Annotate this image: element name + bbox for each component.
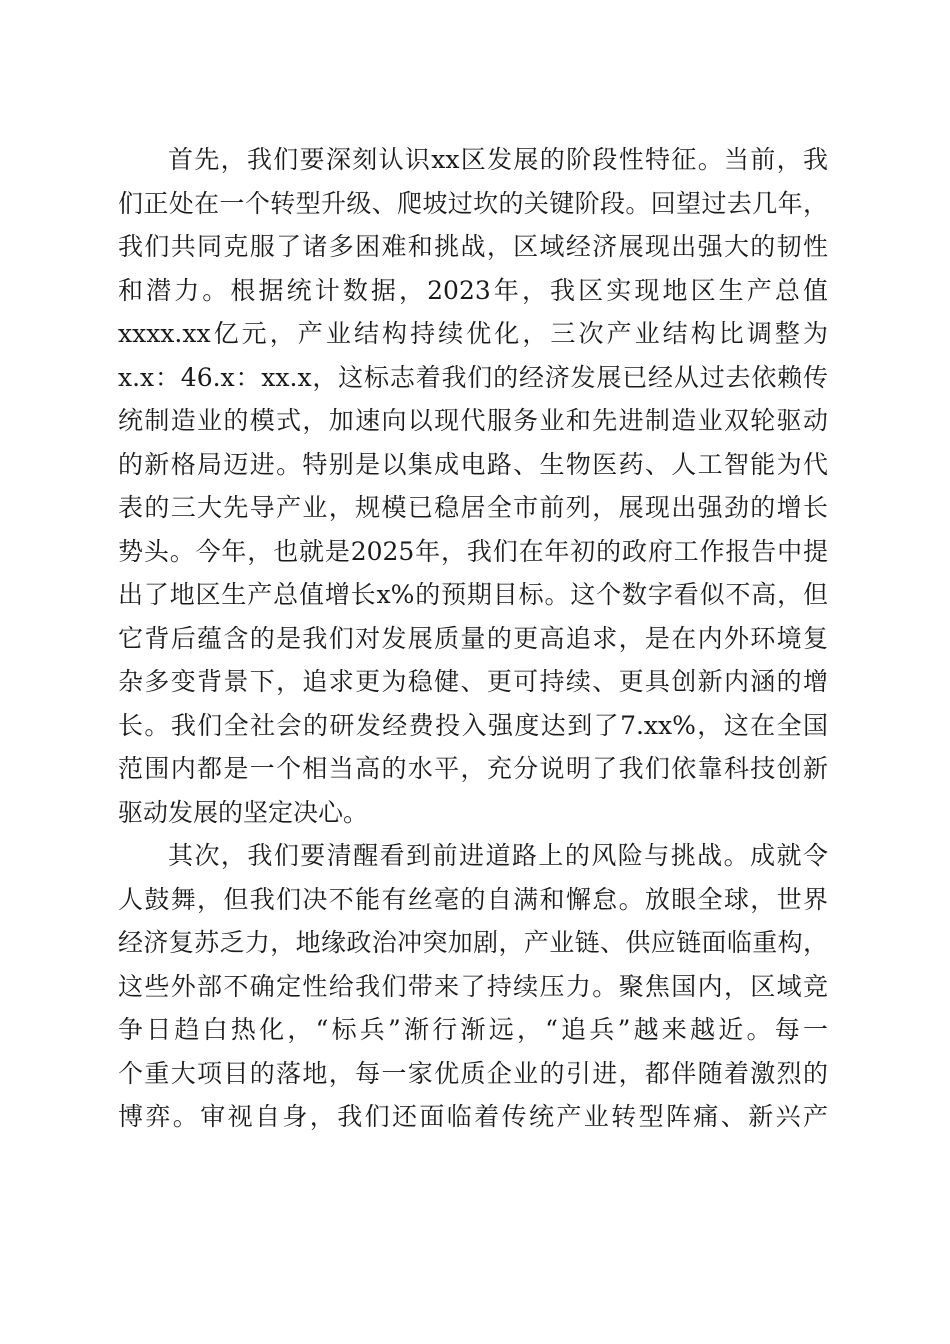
paragraph-line: 杂多变背景下，追求更为稳健、更可持续、更具创新内涵的增: [118, 667, 828, 696]
paragraph-1: [118, 138, 828, 834]
paragraph-line: xxxx.xx亿元，产业结构持续优化，三次产业结构比调整为: [118, 319, 828, 348]
paragraph-2: [118, 834, 828, 1139]
paragraph-line: 们正处在一个转型升级、爬坡过坎的关键阶段。回望过去几年，: [118, 188, 828, 218]
document-body: [118, 138, 828, 1139]
paragraph-line: 个重大项目的落地，每一家优质企业的引进，都伴随着激烈的: [118, 1058, 828, 1088]
paragraph-line: 这些外部不确定性给我们带来了持续压力。聚焦国内，区域竞: [118, 971, 828, 1001]
paragraph-line: 它背后蕴含的是我们对发展质量的更高追求，是在内外环境复: [118, 623, 828, 653]
paragraph-line: 首先，我们要深刻认识xx区发展的阶段性特征。当前，我: [168, 145, 828, 174]
paragraph-line: 争日趋白热化，“标兵”渐行渐远，“追兵”越来越近。每一: [118, 1015, 828, 1044]
paragraph-line: 表的三大先导产业，规模已稳居全市前列，展现出强劲的增长: [118, 493, 828, 522]
paragraph-line: 人鼓舞，但我们决不能有丝毫的自满和懈怠。放眼全球，世界: [118, 884, 828, 914]
paragraph-line: x.x：46.x：xx.x，这标志着我们的经济发展已经从过去依赖传: [118, 362, 828, 392]
paragraph-line: 驱动发展的坚定决心。: [118, 797, 369, 827]
paragraph-line: 博弈。审视自身，我们还面临着传统产业转型阵痛、新兴产: [118, 1102, 828, 1131]
paragraph-line: 的新格局迈进。特别是以集成电路、生物医药、人工智能为代: [118, 449, 828, 479]
paragraph-line: 势头。今年，也就是2025年，我们在年初的政府工作报告中提: [118, 536, 828, 566]
paragraph-line: 经济复苏乏力，地缘政治冲突加剧，产业链、供应链面临重构，: [118, 928, 828, 957]
paragraph-line: 范围内都是一个相当高的水平，充分说明了我们依靠科技创新: [118, 754, 828, 783]
paragraph-line: 其次，我们要清醒看到前进道路上的风险与挑战。成就令: [168, 841, 828, 870]
paragraph-line: 统制造业的模式，加速向以现代服务业和先进制造业双轮驱动: [118, 406, 828, 435]
paragraph-line: 长。我们全社会的研发经费投入强度达到了7.xx%，这在全国: [118, 710, 828, 740]
paragraph-line: 和潜力。根据统计数据，2023年，我区实现地区生产总值: [118, 275, 828, 305]
paragraph-line: 我们共同克服了诸多困难和挑战，区域经济展现出强大的韧性: [118, 232, 828, 261]
paragraph-line: 出了地区生产总值增长x%的预期目标。这个数字看似不高，但: [118, 580, 828, 609]
